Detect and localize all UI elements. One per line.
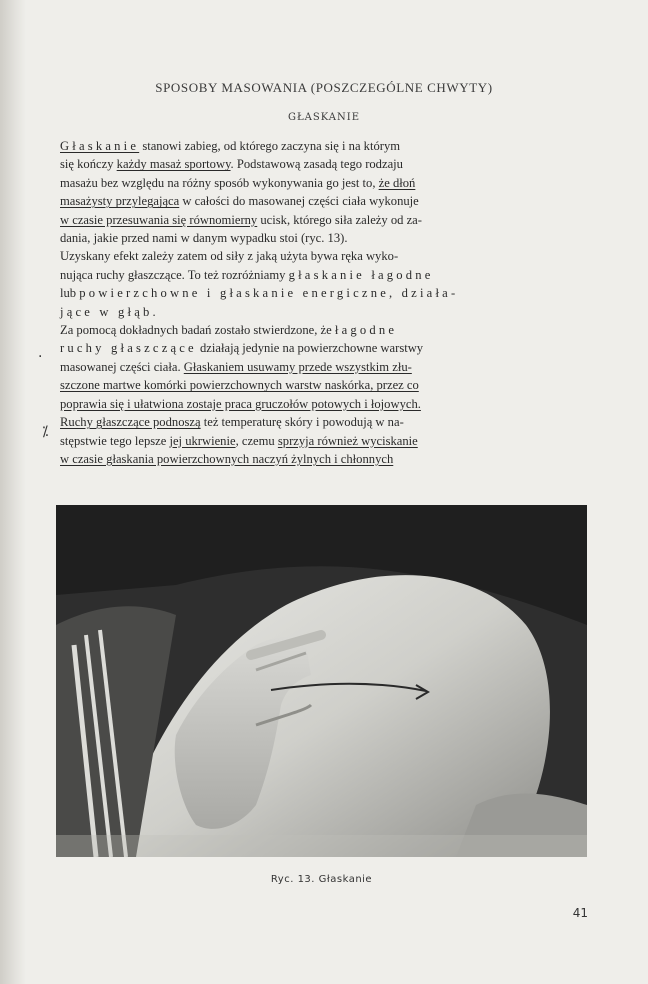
body-text	[60, 137, 590, 468]
massage-photo-illustration	[56, 505, 587, 857]
term-powierzchowne-energiczne: powierzchowne i głaskanie energiczne, działa-	[79, 286, 459, 301]
term-glaskanie-lagodne: głaskanie łagodne	[288, 267, 434, 282]
margin-dot-mark: .	[38, 345, 43, 361]
page-binding-edge	[0, 0, 26, 984]
paragraph-2: Uzyskany efekt zależy zatem od siły z jaką użyta bywa ręka wyko- nująca ruchy głaszczące. To też rozróżniamy głaskanie łagodne lub powierzchowne i głaskanie energiczne, działa- jące w głąb.	[60, 249, 459, 319]
term-glaskanie: Głaskanie	[60, 139, 140, 153]
page-number: 41	[572, 906, 588, 920]
paragraph-3: Za pomocą dokładnych badań zostało stwierdzone, że łagodne ruchy głaszczące działają jedynie na powierzchowne warstwy masowanej części ciała. Głaskaniem usuwamy przede wszystkim złu- szczone martwe komórki powierzchownych warstw naskórka, przez co poprawia się i ułatwiona zostaje praca gruczołów potowych i łojowych. Ruchy głaszczące podnoszą też temperaturę skóry i powodują w na- stępstwie tego lepsze jej ukrwienie, czemu sprzyja również wyciskanie w czasie głaskania powierzchownych naczyń żylnych i chłonnych	[60, 323, 424, 466]
paragraph-1: Głaskanie stanowi zabieg, od którego zaczyna się i na którym się kończy każdy masaż sportowy. Podstawową zasadą tego rodzaju masażu bez względu na różny sposób wykonywania go jest to, że dłoń masażysty przylegająca w całości do masowanej części ciała wykonuje w czasie przesuwania się równomierny ucisk, którego siła zależy od za- dania, jakie przed nami w danym wypadku stoi (ryc. 13).	[60, 139, 422, 246]
figure-caption: Ryc. 13. Głaskanie	[270, 874, 373, 885]
margin-bracket-mark: ⁒	[42, 424, 49, 440]
figure-photo-massage	[56, 505, 587, 857]
section-title: GŁASKANIE	[287, 112, 361, 123]
chapter-title: SPOSOBY MASOWANIA (POSZCZEGÓLNE CHWYTY)	[155, 80, 493, 95]
